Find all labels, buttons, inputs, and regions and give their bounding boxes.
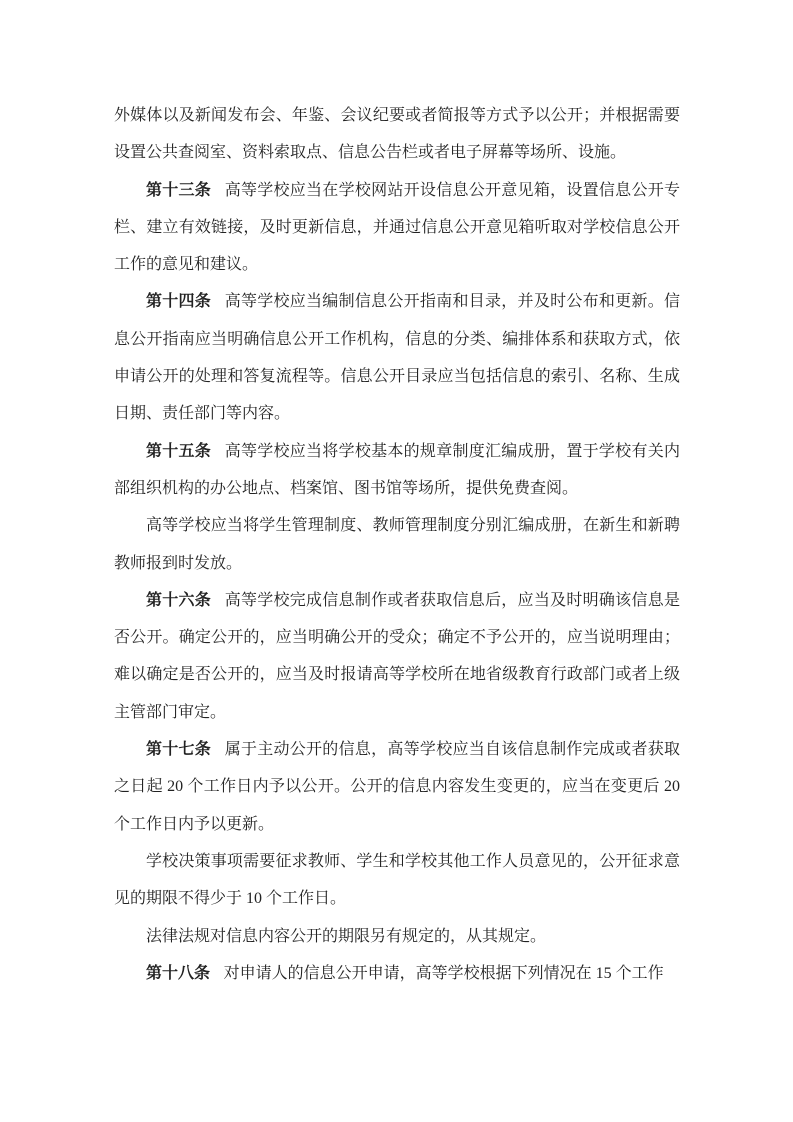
article-number-label: 第十五条 bbox=[146, 442, 212, 460]
paragraph-text: 外媒体以及新闻发布会、年鉴、会议纪要或者简报等方式予以公开；并根据需要设置公共查阅室、资料索取点、信息公告栏或者电子屏幕等场所、设施。 bbox=[114, 107, 680, 162]
article-number-label: 第十六条 bbox=[146, 591, 212, 609]
paragraph-text: 高等学校完成信息制作或者获取信息后，应当及时明确该信息是否公开。确定公开的，应当明确公开的受众；确定不予公开的，应当说明理由；难以确定是否公开的，应当及时报请高等学校所在地省级教育行政部门或者上级主管部门审定。 bbox=[114, 591, 680, 721]
document-text-block bbox=[114, 97, 680, 992]
body-paragraph bbox=[114, 843, 680, 918]
article-number-label: 第十七条 bbox=[146, 741, 212, 759]
paragraph-text: 法律法规对信息内容公开的期限另有规定的，从其规定。 bbox=[146, 927, 547, 945]
article-number-label: 第十四条 bbox=[146, 293, 212, 311]
article-paragraph bbox=[114, 731, 680, 843]
article-paragraph bbox=[114, 172, 680, 284]
article-number-label: 第十八条 bbox=[146, 964, 211, 982]
body-paragraph bbox=[114, 97, 680, 172]
article-paragraph bbox=[114, 582, 680, 731]
paragraph-text: 学校决策事项需要征求教师、学生和学校其他工作人员意见的，公开征求意见的期限不得少于 10 个工作日。 bbox=[114, 852, 680, 908]
paragraph-text: 高等学校应当在学校网站开设信息公开意见箱，设置信息公开专栏、建立有效链接，及时更新信息，并通过信息公开意见箱听取对学校信息公开工作的意见和建议。 bbox=[114, 181, 680, 274]
paragraph-text: 属于主动公开的信息，高等学校应当自该信息制作完成或者获取之日起 20 个工作日内予以公开。公开的信息内容发生变更的，应当在变更后 20 个工作日内予以更新。 bbox=[114, 741, 680, 833]
paragraph-text: 高等学校应当将学校基本的规章制度汇编成册，置于学校有关内部组织机构的办公地点、档案馆、图书馆等场所，提供免费查阅。 bbox=[114, 442, 680, 497]
paragraph-text: 高等学校应当将学生管理制度、教师管理制度分别汇编成册，在新生和新聘教师报到时发放。 bbox=[114, 517, 680, 572]
paragraph-text: 对申请人的信息公开申请，高等学校根据下列情况在 15 个工作 bbox=[223, 964, 664, 982]
article-paragraph bbox=[114, 433, 680, 508]
article-number-label: 第十三条 bbox=[146, 181, 212, 199]
article-paragraph bbox=[114, 283, 680, 432]
article-paragraph bbox=[114, 955, 680, 992]
paragraph-text: 高等学校应当编制信息公开指南和目录，并及时公布和更新。信息公开指南应当明确信息公开工作机构，信息的分类、编排体系和获取方式，依申请公开的处理和答复流程等。信息公开目录应当包括信息的索引、名称、生成日期、责任部门等内容。 bbox=[114, 293, 680, 423]
body-paragraph bbox=[114, 507, 680, 582]
body-paragraph bbox=[114, 918, 680, 955]
